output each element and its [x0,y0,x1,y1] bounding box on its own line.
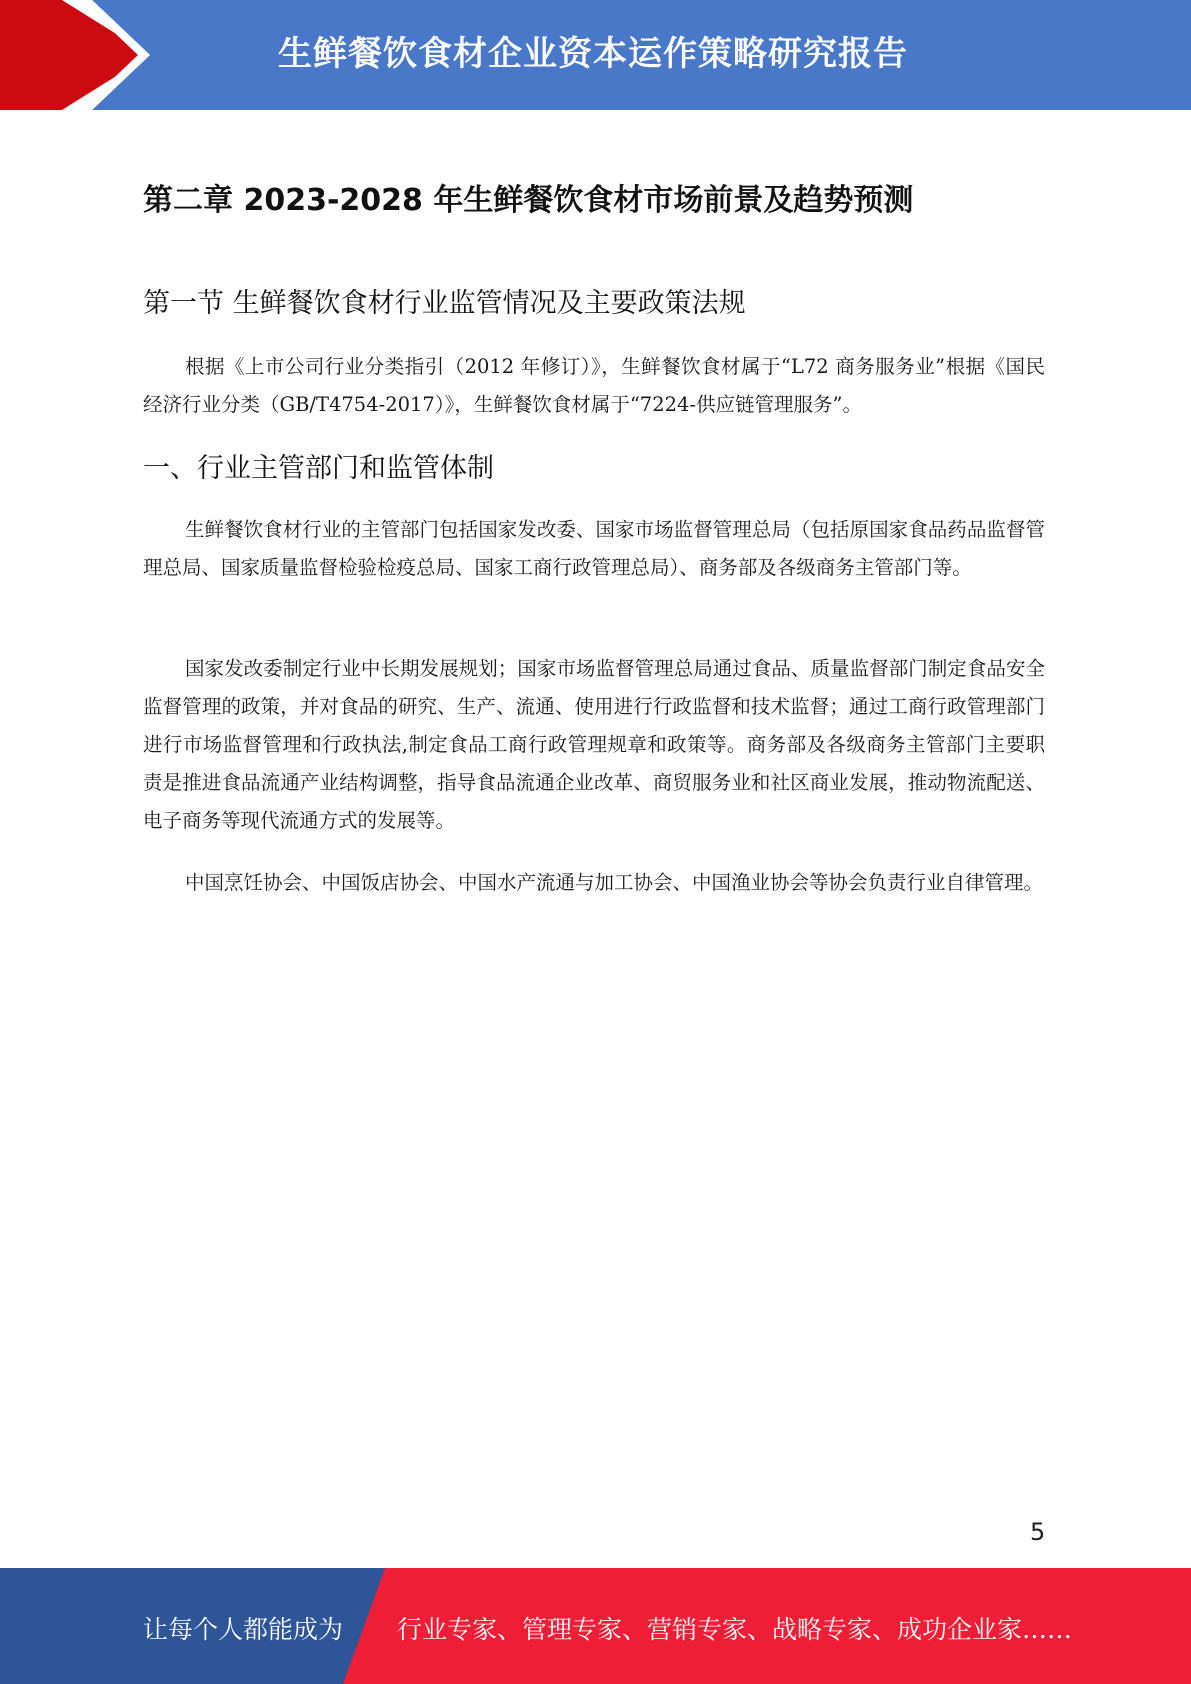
body-paragraph: 中国烹饪协会、中国饭店协会、中国水产流通与加工协会、中国渔业协会等协会负责行业自律管理。 [185,871,1044,894]
footer-slogan-left: 让每个人都能成为 [143,1615,344,1644]
subsection-title: 一、行业主管部门和监管体制 [143,453,494,484]
header-chevron-decoration [0,0,160,110]
page-header [0,0,1191,110]
section-title: 第一节 生鲜餐饮食材行业监管情况及主要政策法规 [143,288,746,319]
page-footer [0,1568,1191,1684]
page-number: 5 [1030,1518,1046,1546]
intro-paragraph: 根据《上市公司行业分类指引（2012 年修订）》，生鲜餐饮食材属于“L72 商务服务业”根据《国民经济行业分类（GB/T4754-2017）》，生鲜餐饮食材属于“7224-供应链管理服务”。 [143,355,1045,416]
chapter-title: 第二章 2023-2028 年生鲜餐饮食材市场前景及趋势预测 [143,183,914,218]
body-paragraph: 国家发改委制定行业中长期发展规划；国家市场监督管理总局通过食品、质量监督部门制定食品安全监督管理的政策，并对食品的研究、生产、流通、使用进行行政监督和技术监督；通过工商行政管理部门进行市场监督管理和行政执法,制定食品工商行政管理规章和政策等。商务部及各级商务主管部门主要职责是推进食品流通产业结构调整，指导食品流通企业改革、商贸服务业和社区商业发展，推动物流配送、电子商务等现代流通方式的发展等。 [143,657,1045,832]
footer-slogan-right: 行业专家、管理专家、营销专家、战略专家、成功企业家…… [397,1615,1073,1644]
report-title: 生鲜餐饮食材企业资本运作策略研究报告 [278,34,908,74]
body-paragraph: 生鲜餐饮食材行业的主管部门包括国家发改委、国家市场监督管理总局（包括原国家食品药品监督管理总局、国家质量监督检验检疫总局、国家工商行政管理总局）、商务部及各级商务主管部门等。 [143,518,1045,579]
